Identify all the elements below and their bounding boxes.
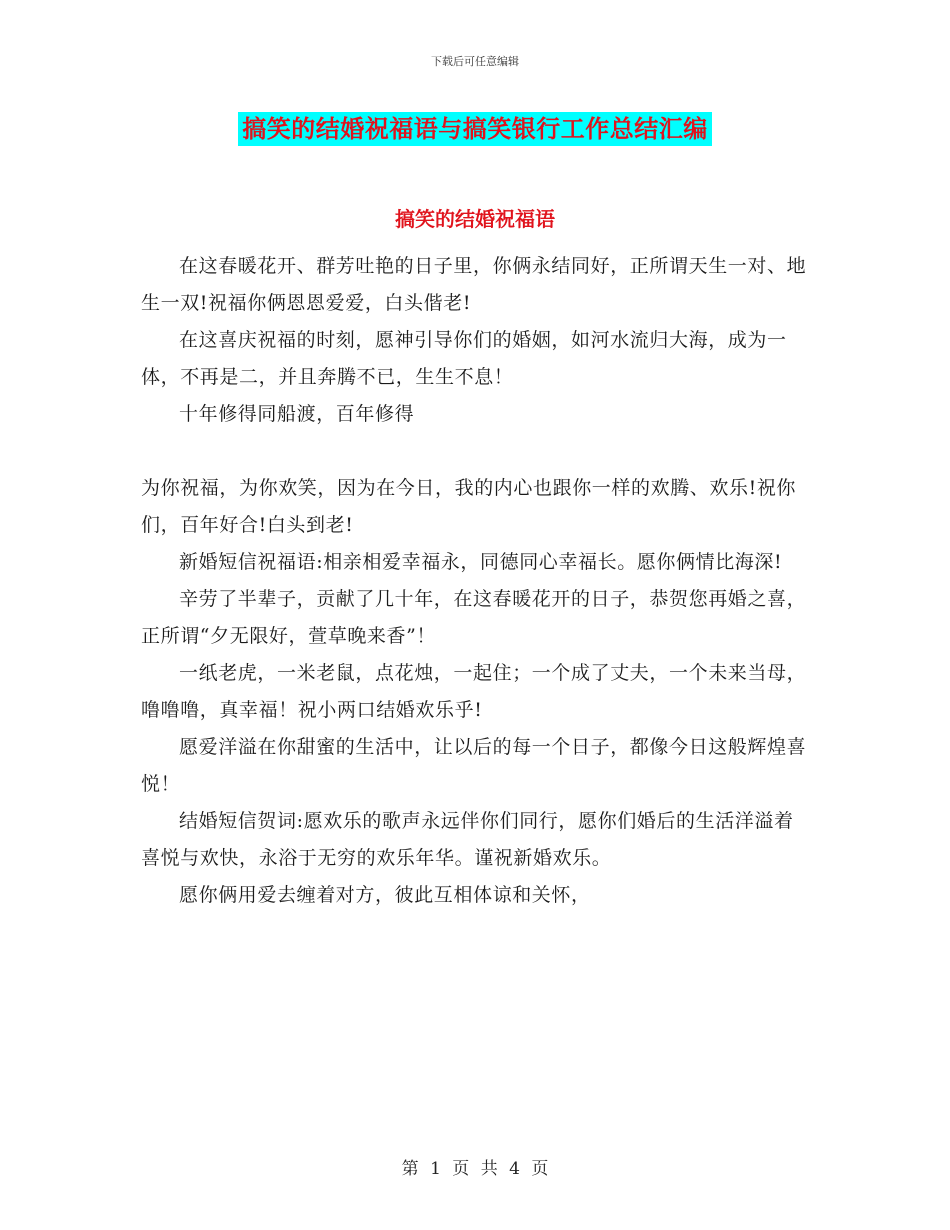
document-title: 搞笑的结婚祝福语与搞笑银行工作总结汇编: [238, 112, 712, 146]
paragraph: 愿你俩用爱去缠着对方，彼此互相体谅和关怀，: [179, 884, 591, 906]
paragraph: 十年修得同船渡，百年修得: [179, 403, 415, 425]
main-title-container: [0, 112, 950, 146]
document-body: [141, 248, 809, 914]
page-footer: 第 1 页 共 4 页: [401, 1159, 549, 1179]
paragraph: 一纸老虎，一米老鼠，点花烛，一起住；一个成了丈夫，一个未来当母，噜噜噜，真幸福！祝小两口结婚欢乐乎!: [141, 662, 807, 721]
paragraph: 在这喜庆祝福的时刻，愿神引导你们的婚姻，如河水流归大海，成为一体，不再是二，并且奔腾不已，生生不息！: [141, 329, 787, 388]
paragraph: 结婚短信贺词:愿欢乐的歌声永远伴你们同行，愿你们婚后的生活洋溢着喜悦与欢快，永浴于无穷的欢乐年华。谨祝新婚欢乐。: [141, 810, 794, 869]
paragraph: 新婚短信祝福语:相亲相爱幸福永，同德同心幸福长。愿你俩情比海深!: [179, 551, 783, 573]
paragraph: 愿爱洋溢在你甜蜜的生活中，让以后的每一个日子，都像今日这般辉煌喜悦！: [141, 736, 807, 795]
blank-line: [141, 433, 809, 470]
header-note: 下载后可任意编辑: [431, 55, 519, 68]
paragraph: 在这春暖花开、群芳吐艳的日子里，你俩永结同好，正所谓天生一对、地生一双!祝福你俩恩恩爱爱，白头偕老!: [141, 255, 807, 314]
paragraph: 为你祝福，为你欢笑，因为在今日，我的内心也跟你一样的欢腾、欢乐!祝你们，百年好合!白头到老!: [141, 477, 797, 536]
paragraph: 辛劳了半辈子，贡献了几十年，在这春暖花开的日子，恭贺您再婚之喜，正所谓“夕无限好，萱草晚来香”！: [141, 588, 807, 647]
section-title: 搞笑的结婚祝福语: [395, 207, 555, 231]
